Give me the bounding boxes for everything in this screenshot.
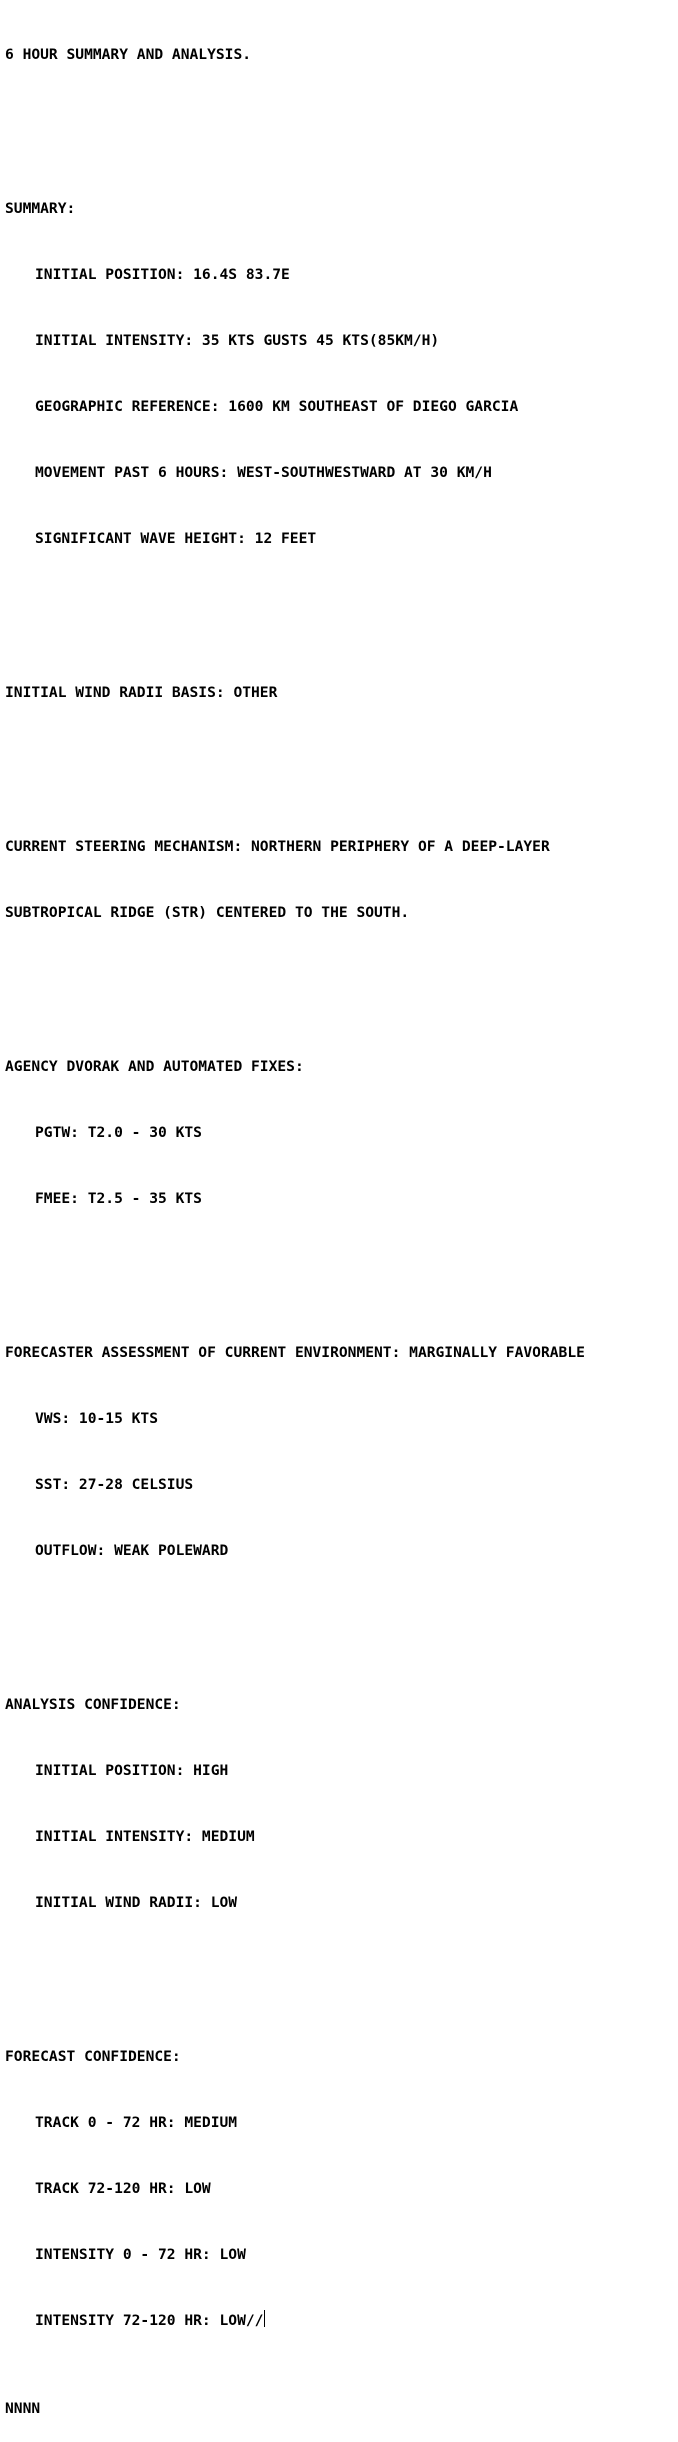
bulletin-text <box>5 0 675 2442</box>
summary-wave-height: SIGNIFICANT WAVE HEIGHT: 12 FEET <box>35 530 317 547</box>
blank-line <box>5 748 675 770</box>
forecast-confidence-intensity-short: INTENSITY 0 - 72 HR: LOW <box>35 2246 246 2263</box>
text-cursor <box>264 2310 265 2327</box>
fix-fmee: FMEE: T2.5 - 35 KTS <box>35 1190 202 1207</box>
environment-vws: VWS: 10-15 KTS <box>35 1410 159 1427</box>
analysis-confidence-heading: ANALYSIS CONFIDENCE: <box>5 1696 181 1713</box>
forecast-confidence-heading: FORECAST CONFIDENCE: <box>5 2048 181 2065</box>
environment-sst: SST: 27-28 CELSIUS <box>35 1476 194 1493</box>
document-title: 6 HOUR SUMMARY AND ANALYSIS. <box>5 46 252 63</box>
end-marker: NNNN <box>5 2400 41 2417</box>
blank-line <box>5 1606 675 1628</box>
blank-line <box>5 110 675 132</box>
summary-initial-position: INITIAL POSITION: 16.4S 83.7E <box>35 266 290 283</box>
forecast-confidence-intensity-long-row <box>5 2310 675 2332</box>
summary-initial-intensity: INITIAL INTENSITY: 35 KTS GUSTS 45 KTS(85KM/H) <box>35 332 440 349</box>
forecast-confidence-intensity-long: INTENSITY 72-120 HR: LOW// <box>35 2312 264 2329</box>
forecast-confidence-track-long: TRACK 72-120 HR: LOW <box>35 2180 211 2197</box>
summary-movement: MOVEMENT PAST 6 HOURS: WEST-SOUTHWESTWARD AT 30 KM/H <box>35 464 492 481</box>
analysis-confidence-intensity: INITIAL INTENSITY: MEDIUM <box>35 1828 255 1845</box>
blank-line <box>5 968 675 990</box>
environment-heading: FORECASTER ASSESSMENT OF CURRENT ENVIRONMENT: MARGINALLY FAVORABLE <box>5 1344 585 1361</box>
wind-radii-basis: INITIAL WIND RADII BASIS: OTHER <box>5 684 278 701</box>
analysis-confidence-wind-radii: INITIAL WIND RADII: LOW <box>35 1894 238 1911</box>
blank-line <box>5 594 675 616</box>
fixes-heading: AGENCY DVORAK AND AUTOMATED FIXES: <box>5 1058 304 1075</box>
summary-heading: SUMMARY: <box>5 200 76 217</box>
analysis-confidence-position: INITIAL POSITION: HIGH <box>35 1762 229 1779</box>
summary-geographic-reference: GEOGRAPHIC REFERENCE: 1600 KM SOUTHEAST OF DIEGO GARCIA <box>35 398 519 415</box>
environment-outflow: OUTFLOW: WEAK POLEWARD <box>35 1542 229 1559</box>
fix-pgtw: PGTW: T2.0 - 30 KTS <box>35 1124 202 1141</box>
forecast-confidence-track-short: TRACK 0 - 72 HR: MEDIUM <box>35 2114 238 2131</box>
blank-line <box>5 1254 675 1276</box>
blank-line <box>5 1958 675 1980</box>
steering-mechanism-line-2: SUBTROPICAL RIDGE (STR) CENTERED TO THE SOUTH. <box>5 904 410 921</box>
steering-mechanism-line-1: CURRENT STEERING MECHANISM: NORTHERN PERIPHERY OF A DEEP-LAYER <box>5 838 550 855</box>
